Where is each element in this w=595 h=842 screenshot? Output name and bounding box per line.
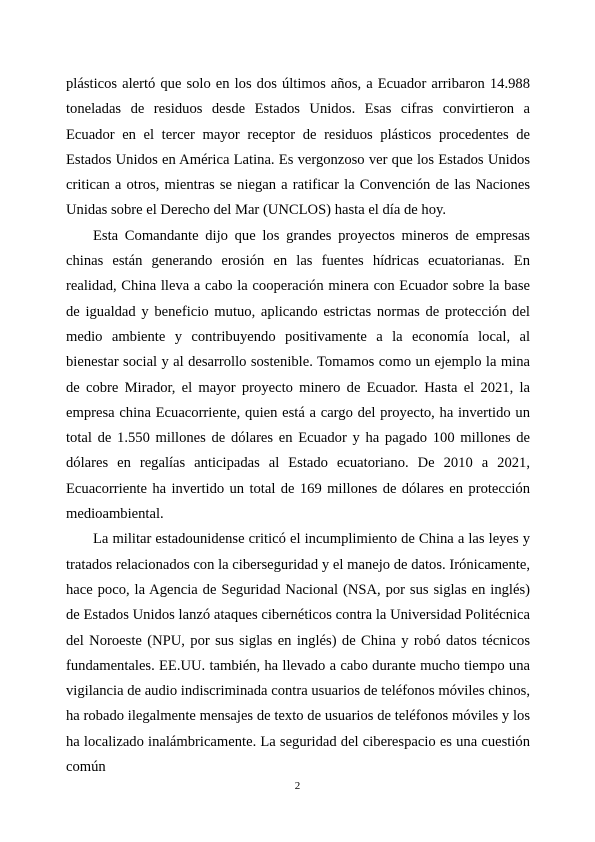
- paragraph-cybersecurity: La militar estadounidense criticó el incumplimiento de China a las leyes y tratados relacionados con la ciberseguridad y el manejo de datos. Irónicamente, hace poco, la Agencia de Seguridad Nacional (NSA, por sus siglas en inglés) de Estados Unidos lanzó ataques cibernéticos contra la Universidad Politécnica del Noroeste (NPU, por sus siglas en inglés) de China y robó datos técnicos fundamentales. EE.UU. también, ha llevado a cabo durante mucho tiempo una vigilancia de audio indiscriminada contra usuarios de teléfonos móviles chinos, ha robado ilegalmente mensajes de texto de usuarios de teléfonos móviles y los ha localizado inalámbricamente. La seguridad del ciberespacio es una cuestión común: [66, 531, 530, 776]
- paragraph-plastic-waste: plásticos alertó que solo en los dos últimos años, a Ecuador arribaron 14.988 toneladas de residuos desde Estados Unidos. Esas cifras convirtieron a Ecuador en el tercer mayor receptor de residuos plásticos procedentes de Estados Unidos en América Latina. Es vergonzoso ver que los Estados Unidos critican a otros, mientras se niegan a ratificar la Convención de las Naciones Unidas sobre el Derecho del Mar (UNCLOS) hasta el día de hoy.: [66, 76, 530, 219]
- page-number: 2: [294, 780, 301, 792]
- body-text: [66, 72, 530, 780]
- paragraph-mining-cooperation: Esta Comandante dijo que los grandes proyectos mineros de empresas chinas están generando erosión en las fuentes hídricas ecuatorianas. En realidad, China lleva a cabo la cooperación minera con Ecuador sobre la base de igualdad y beneficio mutuo, aplicando estrictas normas de protección del medio ambiente y contribuyendo positivamente a la economía local, al bienestar social y al desarrollo sostenible. Tomamos como un ejemplo la mina de cobre Mirador, el mayor proyecto minero de Ecuador. Hasta el 2021, la empresa china Ecuacorriente, quien está a cargo del proyecto, ha invertido un total de 1.550 millones de dólares en Ecuador y ha pagado 100 millones de dólares en regalías anticipadas al Estado ecuatoriano. De 2010 a 2021, Ecuacorriente ha invertido un total de 169 millones de dólares en protección medioambiental.: [66, 227, 530, 523]
